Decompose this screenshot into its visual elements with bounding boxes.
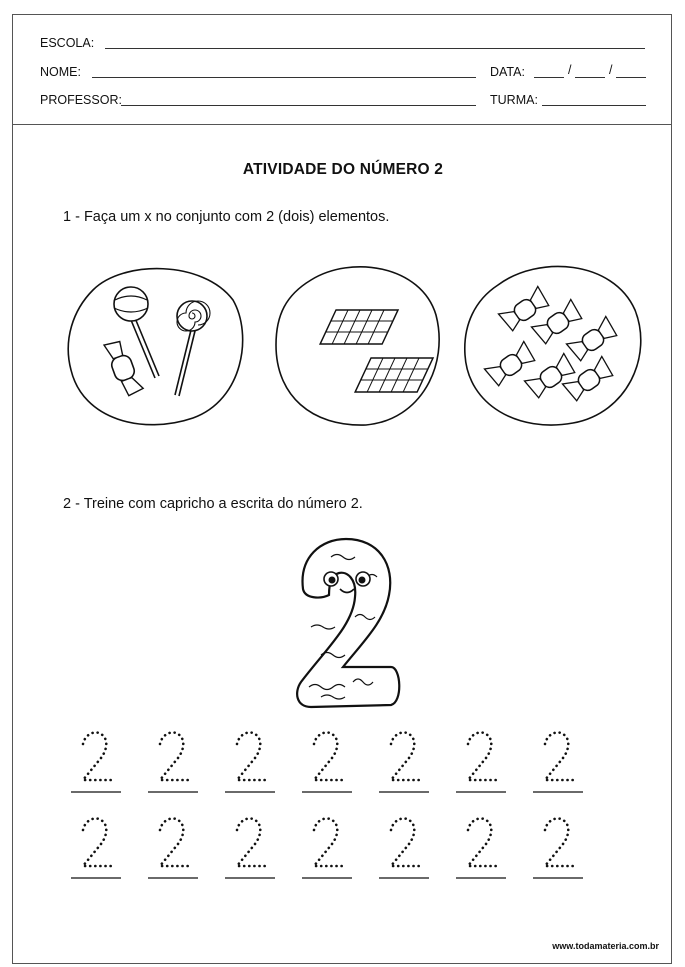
teacher-label: PROFESSOR:	[40, 93, 122, 107]
number-two-character	[291, 537, 403, 717]
date-separator: /	[568, 63, 572, 77]
school-label: ESCOLA:	[40, 36, 95, 50]
header-divider	[13, 124, 671, 125]
question-2: 2 - Treine com capricho a escrita do número 2.	[63, 496, 363, 512]
tracing-digit[interactable]	[148, 732, 198, 792]
question-1: 1 - Faça um x no conjunto com 2 (dois) elementos.	[63, 209, 390, 225]
date-label: DATA:	[490, 65, 525, 79]
class-label: TURMA:	[490, 93, 538, 107]
date-separator: /	[609, 63, 613, 77]
set-candies[interactable]	[463, 255, 648, 430]
tracing-digit[interactable]	[533, 732, 583, 792]
page-title: ATIVIDADE DO NÚMERO 2	[242, 161, 444, 178]
set-lollipops[interactable]	[63, 260, 248, 430]
tracing-digit[interactable]	[148, 818, 198, 878]
worksheet-page	[12, 14, 672, 964]
date-year-line[interactable]	[616, 77, 646, 78]
tracing-digit[interactable]	[71, 818, 121, 878]
tracing-digit[interactable]	[456, 732, 506, 792]
date-month-line[interactable]	[575, 77, 605, 78]
teacher-line[interactable]	[121, 105, 476, 106]
tracing-digit[interactable]	[533, 818, 583, 878]
date-day-line[interactable]	[534, 77, 564, 78]
footer-url: www.todamateria.com.br	[552, 941, 659, 951]
class-line[interactable]	[542, 105, 646, 106]
set-chocolates[interactable]	[271, 255, 446, 430]
tracing-digit[interactable]	[379, 818, 429, 878]
tracing-digit[interactable]	[71, 732, 121, 792]
name-label: NOME:	[40, 65, 81, 79]
name-line[interactable]	[92, 77, 476, 78]
tracing-digit[interactable]	[379, 732, 429, 792]
tracing-area[interactable]	[13, 730, 673, 890]
tracing-digit[interactable]	[225, 732, 275, 792]
school-line[interactable]	[105, 48, 645, 49]
tracing-digit[interactable]	[302, 732, 352, 792]
tracing-digit[interactable]	[302, 818, 352, 878]
tracing-digit[interactable]	[456, 818, 506, 878]
tracing-digit[interactable]	[225, 818, 275, 878]
